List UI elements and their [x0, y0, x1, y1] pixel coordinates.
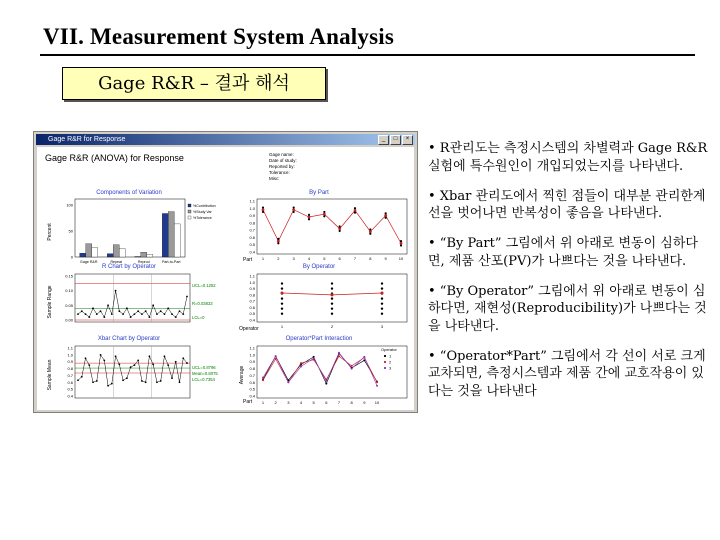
r-chart-y-tick: 0.10 [65, 288, 73, 294]
by-operator-measurement-point [281, 302, 283, 304]
interaction-legend-marker [384, 355, 386, 357]
by-part-mean-point [354, 209, 357, 212]
interaction-x-tick: 1 [261, 400, 265, 405]
interaction-x-tick: 9 [363, 400, 366, 405]
r-chart-point [92, 307, 94, 309]
components-category-label: Part-to-Part [161, 260, 181, 264]
interaction-x-tick: 2 [274, 400, 277, 405]
by-part-x-tick: 4 [307, 256, 311, 261]
xbar-chart-point [100, 354, 102, 356]
r-chart-point [145, 310, 147, 312]
by-part-measurement-point [369, 233, 371, 235]
interaction-series-point [262, 376, 264, 378]
interaction-y-tick: 0.5 [249, 386, 255, 392]
interaction-series-point [300, 366, 302, 368]
by-operator-y-tick: 0.6 [249, 304, 255, 310]
interaction-series-point [376, 385, 378, 387]
components-category-label: Reprod [137, 260, 150, 264]
by-part-measurement-point [339, 225, 341, 227]
xbar-chart-point [175, 361, 177, 363]
by-part-mean-point [277, 240, 280, 243]
r-chart-point [141, 313, 143, 315]
by-operator-measurement-point [381, 302, 383, 304]
xbar-chart-point [77, 379, 79, 381]
by-operator-measurement-point [331, 307, 333, 309]
components-category-label: Repeat [110, 260, 123, 264]
xbar-chart-ylabel: Sample Mean [47, 359, 53, 391]
r-chart-y-tick: 0.00 [65, 317, 73, 323]
xbar-ucl-label: UCL=0.8796 [192, 365, 216, 370]
xbar-chart-point [96, 380, 98, 382]
r-chart-y-tick: 0.05 [65, 302, 73, 308]
xbar-chart-point [164, 355, 166, 357]
r-chart-point [149, 316, 151, 318]
xbar-chart-y-tick: 1.0 [67, 352, 73, 358]
component-bar [174, 224, 180, 257]
interaction-y-tick: 0.6 [249, 379, 255, 385]
by-part-y-tick: 0.4 [249, 249, 255, 255]
by-part-mean-point [323, 213, 326, 216]
by-operator-x-tick: 3 [380, 324, 384, 329]
xbar-chart-y-tick: 0.6 [67, 379, 73, 385]
interaction-x-tick: 3 [287, 400, 290, 405]
by-part-measurement-point [323, 215, 325, 217]
r-lcl-label: LCL=0 [192, 315, 205, 320]
minitab-window [33, 131, 418, 413]
by-part-x-tick: 7 [353, 256, 357, 261]
interaction-series-point [363, 359, 365, 361]
by-operator-x-tick: 2 [330, 324, 334, 329]
r-chart-point [96, 313, 98, 315]
interaction-legend-title: Operator [381, 347, 397, 352]
xbar-chart-point [111, 383, 113, 385]
by-operator-measurement-point [381, 287, 383, 289]
component-bar [86, 244, 92, 257]
component-bar [113, 245, 119, 257]
by-part-x-tick: 10 [398, 256, 404, 261]
by-operator-y-tick: 0.7 [249, 298, 255, 304]
maximize-button[interactable]: □ [390, 135, 401, 145]
r-center-label: R=0.03833 [192, 301, 213, 306]
r-chart-point [164, 313, 166, 315]
xbar-chart-point [81, 376, 83, 378]
xbar-chart-point [115, 355, 117, 357]
close-button[interactable]: × [402, 135, 413, 145]
xbar-chart-y-tick: 0.7 [67, 372, 73, 378]
r-chart-point [130, 316, 132, 318]
by-part-y-tick: 0.7 [249, 227, 255, 233]
by-part-title: By Part [309, 190, 329, 196]
components-legend-swatch [188, 204, 191, 207]
interaction-series-point [300, 362, 302, 364]
r-chart-point [107, 304, 109, 306]
info-tolerance: Tolerance: [269, 170, 290, 175]
interaction-legend-label: 3 [389, 365, 392, 371]
xbar-chart-point [107, 385, 109, 387]
interaction-y-tick: 0.4 [249, 393, 255, 399]
by-part-mean-point [369, 230, 372, 233]
by-part-measurement-point [385, 217, 387, 219]
by-operator-measurement-point [331, 297, 333, 299]
r-chart-point [179, 310, 181, 312]
components-category-label: Gage R&R [80, 260, 98, 264]
by-part-measurement-point [385, 212, 387, 214]
r-chart-ylabel: Sample Range [47, 285, 53, 319]
page-title: VII. Measurement System Analysis [43, 24, 394, 49]
by-part-mean-point [308, 216, 311, 219]
xbar-chart-point [149, 355, 151, 357]
component-bar [147, 254, 153, 257]
by-part-measurement-point [369, 228, 371, 230]
component-bar [92, 248, 98, 257]
components-y-tick: 100 [66, 202, 73, 208]
info-gage-name: Gage name: [269, 152, 294, 157]
by-part-y-tick: 0.5 [249, 242, 255, 248]
by-part-measurement-point [308, 214, 310, 216]
by-part-mean-point [292, 208, 295, 211]
interaction-series-point [325, 383, 327, 385]
xbar-chart-point [130, 366, 132, 368]
by-operator-y-tick: 0.8 [249, 292, 255, 298]
r-ucl-label: UCL=0.1252 [192, 283, 216, 288]
interaction-series-point [376, 381, 378, 383]
r-chart-point [133, 313, 135, 315]
by-part-measurement-point [308, 218, 310, 220]
r-chart-point [160, 310, 162, 312]
by-operator-measurement-point [281, 297, 283, 299]
info-reported-by: Reported by: [269, 164, 295, 169]
r-chart-point [156, 313, 158, 315]
r-chart-title: R Chart by Operator [101, 264, 157, 270]
xbar-chart-y-tick: 0.9 [67, 359, 73, 365]
by-part-measurement-point [277, 242, 279, 244]
by-operator-measurement-point [281, 307, 283, 309]
by-part-mean-point [262, 208, 265, 211]
by-part-y-tick: 1.0 [249, 205, 255, 211]
by-part-measurement-point [354, 212, 356, 214]
by-operator-mean-point [381, 291, 384, 294]
r-chart-point [100, 310, 102, 312]
by-part-y-tick: 1.1 [249, 198, 255, 204]
by-part-x-tick: 3 [292, 256, 295, 261]
interaction-xlabel: Part [243, 399, 253, 405]
by-operator-measurement-point [281, 313, 283, 315]
r-chart-point [118, 310, 120, 312]
r-chart-point [103, 316, 105, 318]
interaction-plot-area [257, 346, 407, 398]
by-part-plot-area [257, 199, 407, 254]
interaction-y-tick: 1.1 [249, 345, 255, 351]
r-chart-point [77, 313, 79, 315]
component-bar [141, 252, 147, 257]
interaction-series-point [338, 355, 340, 357]
interaction-y-tick: 0.9 [249, 359, 255, 365]
xbar-chart-point [85, 357, 87, 359]
by-operator-measurement-point [331, 302, 333, 304]
by-operator-measurement-point [381, 282, 383, 284]
interaction-series-point [313, 357, 315, 359]
by-part-x-tick: 2 [277, 256, 280, 261]
gage-rr-charts [37, 147, 414, 410]
window-title: Gage R&R for Response [48, 136, 126, 143]
by-operator-measurement-point [381, 313, 383, 315]
graph-canvas [37, 147, 414, 410]
by-part-mean-point [338, 227, 341, 230]
interaction-series-point [262, 379, 264, 381]
interaction-x-tick: 5 [312, 400, 315, 405]
xbar-chart-plot-area [75, 346, 190, 398]
interaction-y-tick: 0.8 [249, 366, 255, 372]
interaction-series-point [325, 380, 327, 382]
interaction-x-tick: 8 [350, 400, 353, 405]
xbar-chart-point [167, 364, 169, 366]
component-bar [119, 248, 125, 257]
r-chart-point [88, 316, 90, 318]
interaction-series-point [287, 381, 289, 383]
r-chart-point [111, 313, 113, 315]
by-operator-title: By Operator [302, 264, 336, 270]
components-legend-swatch [188, 216, 191, 219]
interpretation-notes [428, 140, 713, 413]
xbar-chart-point [182, 357, 184, 359]
by-operator-y-tick: 0.4 [249, 317, 255, 323]
by-part-x-tick: 9 [384, 256, 387, 261]
by-part-mean-point [384, 214, 387, 217]
xbar-chart-point [118, 364, 120, 366]
component-bar [162, 214, 168, 257]
r-chart-point [126, 307, 128, 309]
xbar-chart-point [88, 364, 90, 366]
interaction-legend-label: 1 [389, 353, 392, 359]
components-y-tick: 50 [68, 228, 73, 234]
xbar-center-label: Mean=0.8075 [192, 371, 218, 376]
xbar-chart-point [171, 377, 173, 379]
xbar-chart-point [179, 381, 181, 383]
interaction-y-tick: 1.0 [249, 352, 255, 358]
by-part-measurement-point [262, 206, 264, 208]
by-operator-measurement-point [331, 313, 333, 315]
section-subtitle: Gage R&R – 결과 해석 [62, 67, 326, 100]
r-chart-point [171, 313, 173, 315]
xbar-chart-point [122, 379, 124, 381]
interaction-series-point [275, 355, 277, 357]
components-y-tick: 0 [70, 254, 73, 260]
interaction-series-point [351, 365, 353, 367]
by-part-measurement-point [262, 211, 264, 213]
by-operator-y-tick: 0.9 [249, 286, 255, 292]
xbar-chart-point [156, 381, 158, 383]
r-chart-point [182, 313, 184, 315]
interaction-x-tick: 10 [374, 400, 380, 405]
components-title: Components of Variation [96, 190, 162, 196]
window-titlebar[interactable] [36, 134, 415, 145]
interaction-series-point [363, 356, 365, 358]
component-bar [168, 212, 174, 257]
interaction-ylabel: Average [239, 365, 245, 385]
xbar-chart-point [126, 377, 128, 379]
xbar-lcl-label: LCL=0.7354 [192, 377, 215, 382]
xbar-chart-point [152, 364, 154, 366]
components-legend-label: %Study Var [193, 210, 212, 214]
r-chart-point [167, 307, 169, 309]
by-part-x-tick: 5 [323, 256, 326, 261]
components-legend-label: %Contribution [193, 204, 216, 208]
r-chart-point [85, 313, 87, 315]
by-part-measurement-point [354, 207, 356, 209]
r-chart-point [137, 310, 139, 312]
interaction-series-point [351, 368, 353, 370]
by-operator-measurement-point [331, 287, 333, 289]
by-operator-measurement-point [281, 287, 283, 289]
info-misc: Misc: [269, 176, 280, 181]
by-part-xlabel: Part [243, 257, 253, 263]
r-chart-y-tick: 0.15 [65, 273, 73, 279]
by-operator-y-tick: 1.0 [249, 279, 255, 285]
interaction-title: Operator*Part Interaction [285, 336, 353, 342]
xbar-chart-point [92, 381, 94, 383]
title-divider [40, 54, 695, 56]
xbar-chart-point [160, 380, 162, 382]
xbar-chart-y-tick: 0.8 [67, 366, 73, 372]
by-part-measurement-point [293, 206, 295, 208]
r-chart-point [122, 313, 124, 315]
interaction-legend-marker [384, 367, 386, 369]
by-part-x-tick: 6 [338, 256, 341, 261]
by-operator-y-tick: 1.1 [249, 273, 255, 279]
note-r-chart: • R관리도는 측정시스템의 차별력과 Gage R&R 실험에 특수원인이 개입되었는지를 나타낸다. [428, 141, 708, 174]
xbar-chart-y-tick: 1.1 [67, 345, 73, 351]
interaction-x-tick: 6 [325, 400, 328, 405]
interaction-y-tick: 0.7 [249, 372, 255, 378]
info-date: Date of study: [269, 158, 297, 163]
xbar-chart-point [133, 364, 135, 366]
xbar-chart-point [186, 362, 188, 364]
note-by-operator: • “By Operator” 그림에서 위 아래로 변동이 심하다면, 재현성(Reproducibility)가 나쁘다는 것을 나타낸다. [428, 283, 707, 334]
by-part-measurement-point [339, 230, 341, 232]
interaction-x-tick: 7 [337, 400, 341, 405]
r-chart-point [115, 290, 117, 292]
by-operator-x-tick: 1 [280, 324, 284, 329]
xbar-chart-point [141, 380, 143, 382]
components-legend-swatch [188, 210, 191, 213]
by-part-measurement-point [293, 211, 295, 213]
by-part-mean-point [400, 242, 403, 245]
by-part-y-tick: 0.6 [249, 234, 255, 240]
by-part-x-tick: 1 [261, 256, 265, 261]
r-chart-point [152, 304, 154, 306]
xbar-chart-y-tick: 0.4 [67, 393, 73, 399]
interaction-x-tick: 4 [299, 400, 303, 405]
interaction-series-point [338, 352, 340, 354]
by-part-measurement-point [323, 211, 325, 213]
r-chart-point [175, 316, 177, 318]
interaction-legend-label: 2 [389, 359, 392, 365]
by-part-measurement-point [400, 240, 402, 242]
component-bar [107, 254, 113, 257]
by-operator-measurement-point [281, 282, 283, 284]
by-operator-mean-point [331, 293, 334, 296]
by-operator-y-tick: 0.5 [249, 311, 255, 317]
by-operator-mean-point [281, 291, 284, 294]
xbar-chart-point [145, 381, 147, 383]
component-bar [80, 253, 86, 257]
by-part-y-tick: 0.9 [249, 213, 255, 219]
r-chart-point [81, 310, 83, 312]
graph-heading: Gage R&R (ANOVA) for Response [45, 153, 184, 163]
by-part-measurement-point [400, 244, 402, 246]
xbar-chart-point [137, 359, 139, 361]
interaction-legend-marker [384, 361, 386, 363]
xbar-chart-title: Xbar Chart by Operator [97, 336, 161, 342]
components-ylabel: Percent [47, 223, 53, 241]
xbar-chart-point [103, 359, 105, 361]
note-interaction: • “Operator*Part” 그림에서 각 선이 서로 크게 교차되면, 측정시스템과 제품 간에 교호작용이 있다는 것을 나타낸다 [428, 348, 706, 399]
note-by-part: • “By Part” 그림에서 위 아래로 변동이 심하다면, 제품 산포(PV)가 나쁘다는 것을 나타낸다. [428, 236, 698, 269]
r-chart-point [186, 296, 188, 298]
note-xbar-chart: • Xbar 관리도에서 찍힌 점들이 대부분 관리한계 선을 벗어나면 반복성이 좋음을 나타낸다. [428, 188, 706, 221]
by-operator-measurement-point [381, 297, 383, 299]
components-legend-label: %Tolerance [193, 216, 212, 220]
by-operator-measurement-point [381, 307, 383, 309]
by-part-y-tick: 0.8 [249, 220, 255, 226]
by-part-x-tick: 8 [369, 256, 372, 261]
minimize-button[interactable]: _ [378, 135, 389, 145]
xbar-chart-y-tick: 0.5 [67, 386, 73, 392]
by-part-measurement-point [277, 238, 279, 240]
by-operator-xlabel: Operator [239, 326, 259, 332]
by-operator-measurement-point [331, 282, 333, 284]
